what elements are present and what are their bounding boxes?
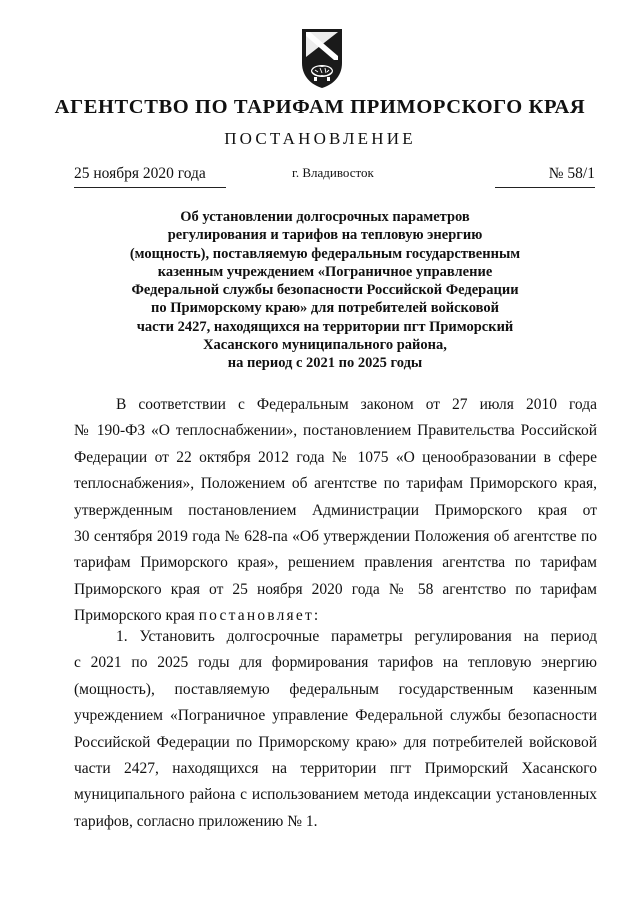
item-1-paragraph xyxy=(74,624,597,835)
text-line: Приморского края от 25 ноября 2020 года № 58 агентство по тарифам xyxy=(74,580,597,598)
title-line: Федеральной службы безопасности Российской Федерации xyxy=(131,282,519,299)
agency-name: АГЕНТСТВО ПО ТАРИФАМ ПРИМОРСКОГО КРАЯ xyxy=(54,96,586,118)
title-line: по Приморскому краю» для потребителей войсковой xyxy=(151,300,499,317)
preamble-paragraph xyxy=(74,392,597,630)
text-line: тарифам Приморского края», решением правления агентства по тарифам xyxy=(74,554,597,572)
text-line: учреждением «Пограничное управление Федеральной службы безопасности xyxy=(74,707,597,725)
title-line: Об установлении долгосрочных параметров xyxy=(180,209,470,225)
text-line: В соответствии с Федеральным законом от 27 июля 2010 года xyxy=(116,396,597,413)
document-title xyxy=(110,208,540,373)
text-line: тарифов, согласно приложению № 1. xyxy=(74,812,318,830)
resolves-word: постановляет: xyxy=(198,607,321,625)
text-line: утвержденным постановлением Администрации Приморского края от xyxy=(74,501,597,519)
title-line: на период с 2021 по 2025 годы xyxy=(227,355,423,372)
text-line: муниципального района с использованием метода индексации установленных xyxy=(74,786,597,804)
document-type: ПОСТАНОВЛЕНИЕ xyxy=(224,129,416,148)
text-line: части 2427, находящихся на территории пгт Приморский Хасанского xyxy=(74,759,597,777)
title-line: казенным учреждением «Пограничное управление xyxy=(157,263,493,280)
title-line: регулирования и тарифов на тепловую энергию xyxy=(167,227,483,244)
text-line: Федерации от 22 октября 2012 года № 1075 «О ценообразовании в сфере xyxy=(74,448,597,466)
title-line: (мощность), поставляемую федеральным государственным xyxy=(129,245,521,262)
text-fragment: Приморского края xyxy=(74,607,199,625)
document-date: 25 ноября 2020 года xyxy=(74,165,226,188)
text-line: 30 сентября 2019 года № 628-па «Об утверждении Положения об агентстве по xyxy=(74,527,597,545)
text-line: № 190-ФЗ «О теплоснабжении», постановлением Правительства Российской xyxy=(74,422,597,440)
document-number: № 58/1 xyxy=(495,165,595,188)
document-city: г. Владивосток xyxy=(292,165,374,180)
title-line: Хасанского муниципального района, xyxy=(203,337,447,354)
text-line: 1. Установить долгосрочные параметры регулирования на период xyxy=(116,628,597,645)
text-line: теплоснабжения», Положением об агентстве по тарифам Приморского края, xyxy=(74,475,597,493)
primorsky-krai-coat-of-arms-icon xyxy=(300,27,344,89)
text-line: (мощность), поставляемую федеральным государственным казенным xyxy=(74,680,597,698)
text-line: с 2021 по 2025 годы для формирования тарифов на тепловую энергию xyxy=(74,654,597,672)
title-line: части 2427, находящихся на территории пгт Приморский xyxy=(136,318,514,335)
text-line: Российской Федерации по Приморскому краю» для потребителей войсковой xyxy=(74,733,597,751)
